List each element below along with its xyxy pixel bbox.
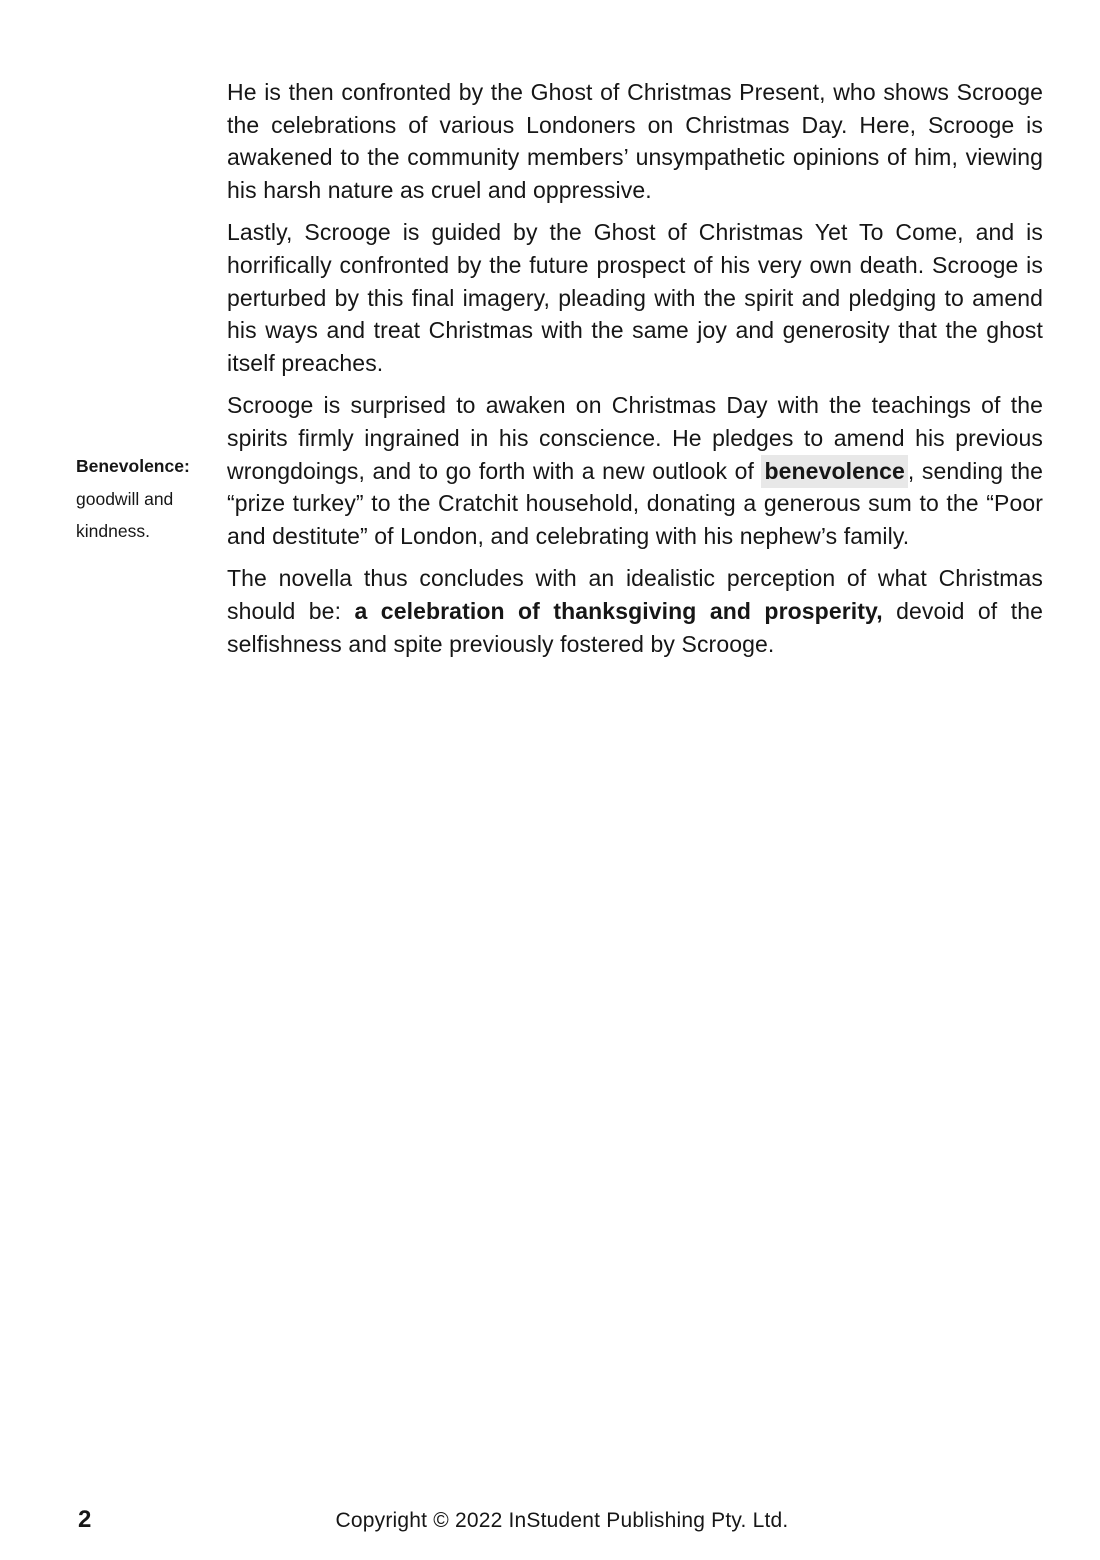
paragraph: [227, 562, 1043, 660]
text-segment: The novella thus concludes with an idealistic perception of what Christmas should be:: [227, 565, 1043, 624]
paragraph: [227, 389, 1043, 552]
margin-note-definition-line: kindness.: [76, 521, 150, 541]
paragraph: [227, 76, 1043, 206]
text-segment: Scrooge is surprised to awaken on Christmas Day with the teachings of the spirits firmly ingrained in his conscience. He pledges to amend his previous wrongdoings, and to go forth with a new outlook of: [227, 392, 1043, 484]
margin-note: [76, 450, 224, 548]
margin-note-term: Benevolence:: [76, 456, 190, 476]
text-segment: , sending the “prize turkey” to the Cratchit household, donating a generous sum to the “Poor and destitute” of London, and celebrating with his nephew’s family.: [227, 457, 1043, 549]
keyword-bold: a celebration of thanksgiving and prosperity,: [354, 597, 883, 624]
body-text-column: [227, 76, 1043, 670]
text-segment: devoid of the selfishness and spite previously fostered by Scrooge.: [227, 597, 1043, 657]
paragraph: [227, 216, 1043, 379]
margin-note-definition-line: goodwill and: [76, 488, 174, 509]
page-number: 2: [78, 1506, 92, 1533]
keyword-bold-highlight: benevolence: [761, 455, 907, 488]
copyright-notice: Copyright © 2022 InStudent Publishing Pty. Ltd.: [335, 1509, 789, 1532]
text-segment: Lastly, Scrooge is guided by the Ghost of Christmas Yet To Come, and is horrifically confronted by the future prospect of his very own death. Scrooge is perturbed by this final imagery, pleading with the spirit and pledging to amend his ways and treat Christmas with the same joy and generosity that the ghost itself preaches.: [227, 219, 1043, 376]
text-segment: He is then confronted by the Ghost of Christmas Present, who shows Scrooge the celebrations of various Londoners on Christmas Day. Here, Scrooge is awakened to the community members’ unsympathetic opinions of him, viewing his harsh nature as cruel and oppressive.: [227, 79, 1043, 203]
